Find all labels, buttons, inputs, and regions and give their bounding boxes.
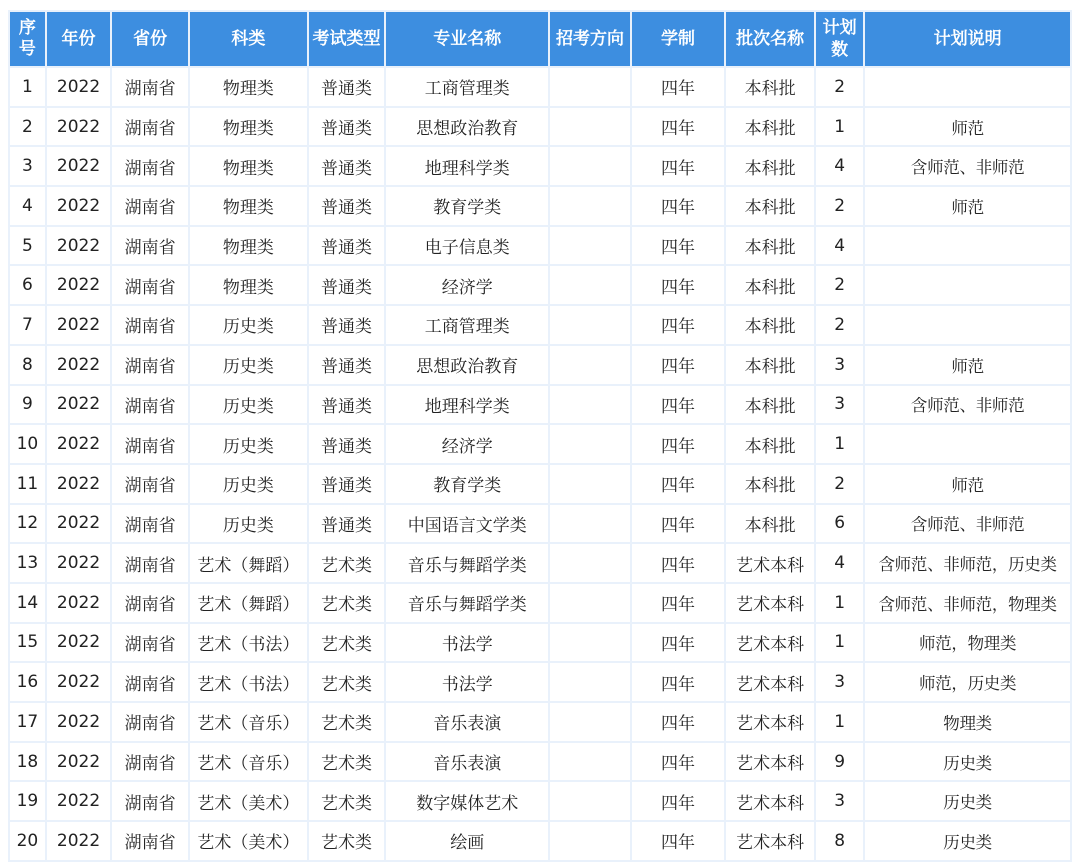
header-duration: 学制 xyxy=(632,12,724,66)
cell-province: 湖南省 xyxy=(112,386,188,424)
table-row xyxy=(10,108,1070,146)
cell-duration: 四年 xyxy=(632,147,724,185)
cell-year: 2022 xyxy=(47,68,110,106)
cell-direction xyxy=(550,822,630,860)
cell-batch: 艺术本科 xyxy=(726,822,814,860)
cell-duration: 四年 xyxy=(632,624,724,662)
cell-direction xyxy=(550,505,630,543)
cell-subject: 历史类 xyxy=(190,386,307,424)
cell-year: 2022 xyxy=(47,822,110,860)
header-plan-count: 计划 数 xyxy=(816,12,863,66)
cell-exam-type: 普通类 xyxy=(309,227,385,265)
cell-major: 绘画 xyxy=(386,822,548,860)
cell-plan-count: 2 xyxy=(816,306,863,344)
cell-year: 2022 xyxy=(47,743,110,781)
cell-plan-count: 3 xyxy=(816,346,863,384)
cell-year: 2022 xyxy=(47,187,110,225)
cell-province: 湖南省 xyxy=(112,306,188,344)
cell-direction xyxy=(550,584,630,622)
cell-batch: 本科批 xyxy=(726,147,814,185)
cell-batch: 艺术本科 xyxy=(726,584,814,622)
cell-subject: 历史类 xyxy=(190,306,307,344)
cell-major: 思想政治教育 xyxy=(386,346,548,384)
cell-index: 1 xyxy=(10,68,45,106)
cell-index: 12 xyxy=(10,505,45,543)
cell-direction xyxy=(550,386,630,424)
cell-duration: 四年 xyxy=(632,505,724,543)
cell-major: 书法学 xyxy=(386,624,548,662)
cell-subject: 艺术（美术） xyxy=(190,782,307,820)
cell-exam-type: 普通类 xyxy=(309,68,385,106)
cell-subject: 物理类 xyxy=(190,266,307,304)
table-row xyxy=(10,187,1070,225)
cell-year: 2022 xyxy=(47,584,110,622)
cell-exam-type: 艺术类 xyxy=(309,743,385,781)
cell-province: 湖南省 xyxy=(112,147,188,185)
cell-province: 湖南省 xyxy=(112,505,188,543)
cell-major: 数字媒体艺术 xyxy=(386,782,548,820)
cell-major: 教育学类 xyxy=(386,465,548,503)
table-row xyxy=(10,663,1070,701)
cell-year: 2022 xyxy=(47,108,110,146)
cell-plan-note: 含师范、非师范 xyxy=(865,147,1070,185)
cell-major: 音乐与舞蹈学类 xyxy=(386,584,548,622)
cell-major: 工商管理类 xyxy=(386,68,548,106)
cell-index: 4 xyxy=(10,187,45,225)
cell-direction xyxy=(550,743,630,781)
cell-plan-note: 历史类 xyxy=(865,782,1070,820)
cell-year: 2022 xyxy=(47,306,110,344)
cell-province: 湖南省 xyxy=(112,346,188,384)
cell-batch: 艺术本科 xyxy=(726,624,814,662)
cell-index: 6 xyxy=(10,266,45,304)
cell-batch: 本科批 xyxy=(726,386,814,424)
cell-exam-type: 艺术类 xyxy=(309,624,385,662)
cell-province: 湖南省 xyxy=(112,663,188,701)
cell-index: 19 xyxy=(10,782,45,820)
cell-duration: 四年 xyxy=(632,544,724,582)
cell-plan-note: 含师范、非师范，历史类 xyxy=(865,544,1070,582)
cell-plan-count: 4 xyxy=(816,227,863,265)
cell-year: 2022 xyxy=(47,425,110,463)
table-row xyxy=(10,386,1070,424)
cell-plan-note: 历史类 xyxy=(865,743,1070,781)
cell-subject: 艺术（舞蹈） xyxy=(190,584,307,622)
cell-index: 3 xyxy=(10,147,45,185)
cell-index: 9 xyxy=(10,386,45,424)
cell-province: 湖南省 xyxy=(112,584,188,622)
cell-duration: 四年 xyxy=(632,822,724,860)
cell-index: 11 xyxy=(10,465,45,503)
cell-exam-type: 艺术类 xyxy=(309,822,385,860)
table-row xyxy=(10,147,1070,185)
cell-direction xyxy=(550,68,630,106)
header-major: 专业名称 xyxy=(386,12,548,66)
cell-subject: 艺术（美术） xyxy=(190,822,307,860)
cell-plan-note: 师范 xyxy=(865,108,1070,146)
cell-duration: 四年 xyxy=(632,465,724,503)
cell-plan-note: 含师范、非师范 xyxy=(865,505,1070,543)
cell-plan-count: 3 xyxy=(816,663,863,701)
cell-batch: 本科批 xyxy=(726,68,814,106)
cell-duration: 四年 xyxy=(632,227,724,265)
cell-major: 电子信息类 xyxy=(386,227,548,265)
cell-major: 中国语言文学类 xyxy=(386,505,548,543)
cell-plan-count: 1 xyxy=(816,624,863,662)
header-plan-note: 计划说明 xyxy=(865,12,1070,66)
header-province: 省份 xyxy=(112,12,188,66)
cell-major: 地理科学类 xyxy=(386,386,548,424)
cell-batch: 艺术本科 xyxy=(726,663,814,701)
cell-plan-note xyxy=(865,266,1070,304)
cell-exam-type: 艺术类 xyxy=(309,544,385,582)
cell-duration: 四年 xyxy=(632,703,724,741)
cell-exam-type: 艺术类 xyxy=(309,703,385,741)
cell-province: 湖南省 xyxy=(112,465,188,503)
cell-province: 湖南省 xyxy=(112,743,188,781)
cell-major: 经济学 xyxy=(386,266,548,304)
table-row xyxy=(10,306,1070,344)
cell-plan-count: 4 xyxy=(816,147,863,185)
cell-province: 湖南省 xyxy=(112,108,188,146)
cell-index: 15 xyxy=(10,624,45,662)
cell-subject: 历史类 xyxy=(190,425,307,463)
admission-plan-table-container xyxy=(8,10,1072,862)
cell-year: 2022 xyxy=(47,624,110,662)
header-year: 年份 xyxy=(47,12,110,66)
cell-subject: 艺术（音乐） xyxy=(190,703,307,741)
cell-direction xyxy=(550,425,630,463)
cell-duration: 四年 xyxy=(632,425,724,463)
cell-plan-note: 历史类 xyxy=(865,822,1070,860)
cell-plan-count: 2 xyxy=(816,266,863,304)
cell-year: 2022 xyxy=(47,465,110,503)
cell-plan-count: 8 xyxy=(816,822,863,860)
cell-province: 湖南省 xyxy=(112,227,188,265)
cell-index: 17 xyxy=(10,703,45,741)
table-header-row xyxy=(10,12,1070,66)
cell-batch: 艺术本科 xyxy=(726,782,814,820)
cell-subject: 历史类 xyxy=(190,346,307,384)
cell-year: 2022 xyxy=(47,505,110,543)
cell-plan-count: 1 xyxy=(816,425,863,463)
cell-duration: 四年 xyxy=(632,187,724,225)
cell-major: 书法学 xyxy=(386,663,548,701)
cell-direction xyxy=(550,346,630,384)
cell-exam-type: 普通类 xyxy=(309,346,385,384)
cell-exam-type: 普通类 xyxy=(309,386,385,424)
cell-index: 18 xyxy=(10,743,45,781)
cell-index: 5 xyxy=(10,227,45,265)
cell-plan-count: 4 xyxy=(816,544,863,582)
cell-index: 2 xyxy=(10,108,45,146)
table-row xyxy=(10,624,1070,662)
cell-major: 思想政治教育 xyxy=(386,108,548,146)
cell-direction xyxy=(550,187,630,225)
cell-duration: 四年 xyxy=(632,782,724,820)
cell-batch: 本科批 xyxy=(726,187,814,225)
cell-duration: 四年 xyxy=(632,68,724,106)
cell-province: 湖南省 xyxy=(112,624,188,662)
cell-batch: 艺术本科 xyxy=(726,544,814,582)
cell-year: 2022 xyxy=(47,266,110,304)
cell-batch: 本科批 xyxy=(726,266,814,304)
cell-duration: 四年 xyxy=(632,663,724,701)
cell-plan-note xyxy=(865,227,1070,265)
cell-subject: 艺术（书法） xyxy=(190,624,307,662)
cell-plan-note xyxy=(865,425,1070,463)
cell-major: 经济学 xyxy=(386,425,548,463)
cell-province: 湖南省 xyxy=(112,187,188,225)
cell-exam-type: 普通类 xyxy=(309,505,385,543)
cell-duration: 四年 xyxy=(632,346,724,384)
header-index: 序 号 xyxy=(10,12,45,66)
cell-plan-note: 物理类 xyxy=(865,703,1070,741)
cell-subject: 艺术（音乐） xyxy=(190,743,307,781)
table-row xyxy=(10,68,1070,106)
cell-batch: 本科批 xyxy=(726,346,814,384)
cell-subject: 历史类 xyxy=(190,505,307,543)
header-subject: 科类 xyxy=(190,12,307,66)
cell-exam-type: 普通类 xyxy=(309,187,385,225)
cell-subject: 物理类 xyxy=(190,68,307,106)
cell-batch: 本科批 xyxy=(726,505,814,543)
cell-batch: 本科批 xyxy=(726,227,814,265)
cell-major: 地理科学类 xyxy=(386,147,548,185)
cell-index: 10 xyxy=(10,425,45,463)
cell-year: 2022 xyxy=(47,147,110,185)
cell-plan-note: 师范 xyxy=(865,187,1070,225)
cell-direction xyxy=(550,544,630,582)
cell-year: 2022 xyxy=(47,544,110,582)
table-body xyxy=(10,68,1070,860)
cell-exam-type: 普通类 xyxy=(309,306,385,344)
cell-duration: 四年 xyxy=(632,386,724,424)
cell-direction xyxy=(550,306,630,344)
cell-plan-count: 2 xyxy=(816,465,863,503)
cell-plan-note: 师范 xyxy=(865,465,1070,503)
cell-plan-count: 1 xyxy=(816,584,863,622)
cell-plan-note xyxy=(865,306,1070,344)
cell-plan-note xyxy=(865,68,1070,106)
cell-duration: 四年 xyxy=(632,108,724,146)
cell-index: 16 xyxy=(10,663,45,701)
cell-direction xyxy=(550,465,630,503)
cell-batch: 本科批 xyxy=(726,465,814,503)
cell-exam-type: 普通类 xyxy=(309,147,385,185)
table-row xyxy=(10,266,1070,304)
cell-exam-type: 艺术类 xyxy=(309,782,385,820)
cell-direction xyxy=(550,227,630,265)
cell-batch: 艺术本科 xyxy=(726,743,814,781)
cell-index: 13 xyxy=(10,544,45,582)
cell-subject: 物理类 xyxy=(190,108,307,146)
cell-major: 音乐表演 xyxy=(386,743,548,781)
cell-batch: 艺术本科 xyxy=(726,703,814,741)
header-direction: 招考方向 xyxy=(550,12,630,66)
cell-province: 湖南省 xyxy=(112,266,188,304)
table-row xyxy=(10,465,1070,503)
cell-year: 2022 xyxy=(47,386,110,424)
cell-plan-count: 1 xyxy=(816,703,863,741)
cell-batch: 本科批 xyxy=(726,306,814,344)
table-row xyxy=(10,505,1070,543)
table-row xyxy=(10,544,1070,582)
cell-plan-note: 师范 xyxy=(865,346,1070,384)
table-row xyxy=(10,227,1070,265)
cell-index: 7 xyxy=(10,306,45,344)
cell-direction xyxy=(550,663,630,701)
header-batch: 批次名称 xyxy=(726,12,814,66)
cell-province: 湖南省 xyxy=(112,782,188,820)
cell-exam-type: 艺术类 xyxy=(309,663,385,701)
cell-exam-type: 普通类 xyxy=(309,108,385,146)
cell-plan-note: 含师范、非师范 xyxy=(865,386,1070,424)
cell-major: 教育学类 xyxy=(386,187,548,225)
cell-direction xyxy=(550,624,630,662)
cell-subject: 物理类 xyxy=(190,147,307,185)
cell-direction xyxy=(550,108,630,146)
table-row xyxy=(10,822,1070,860)
cell-plan-count: 6 xyxy=(816,505,863,543)
cell-plan-count: 3 xyxy=(816,386,863,424)
cell-year: 2022 xyxy=(47,227,110,265)
table-row xyxy=(10,346,1070,384)
cell-major: 音乐表演 xyxy=(386,703,548,741)
cell-plan-count: 2 xyxy=(816,68,863,106)
cell-subject: 物理类 xyxy=(190,187,307,225)
cell-plan-count: 1 xyxy=(816,108,863,146)
cell-subject: 艺术（舞蹈） xyxy=(190,544,307,582)
cell-exam-type: 普通类 xyxy=(309,266,385,304)
cell-batch: 本科批 xyxy=(726,108,814,146)
header-exam-type: 考试类型 xyxy=(309,12,385,66)
table-row xyxy=(10,743,1070,781)
cell-subject: 物理类 xyxy=(190,227,307,265)
cell-subject: 艺术（书法） xyxy=(190,663,307,701)
cell-year: 2022 xyxy=(47,703,110,741)
cell-duration: 四年 xyxy=(632,584,724,622)
cell-plan-note: 含师范、非师范，物理类 xyxy=(865,584,1070,622)
cell-direction xyxy=(550,266,630,304)
cell-index: 14 xyxy=(10,584,45,622)
cell-major: 音乐与舞蹈学类 xyxy=(386,544,548,582)
cell-province: 湖南省 xyxy=(112,703,188,741)
cell-index: 8 xyxy=(10,346,45,384)
table-row xyxy=(10,425,1070,463)
cell-province: 湖南省 xyxy=(112,822,188,860)
table-row xyxy=(10,703,1070,741)
cell-year: 2022 xyxy=(47,782,110,820)
cell-province: 湖南省 xyxy=(112,544,188,582)
cell-duration: 四年 xyxy=(632,306,724,344)
cell-plan-count: 3 xyxy=(816,782,863,820)
cell-plan-note: 师范，历史类 xyxy=(865,663,1070,701)
cell-duration: 四年 xyxy=(632,266,724,304)
table-row xyxy=(10,584,1070,622)
cell-major: 工商管理类 xyxy=(386,306,548,344)
cell-plan-note: 师范，物理类 xyxy=(865,624,1070,662)
table-row xyxy=(10,782,1070,820)
cell-exam-type: 普通类 xyxy=(309,425,385,463)
cell-direction xyxy=(550,782,630,820)
cell-duration: 四年 xyxy=(632,743,724,781)
cell-year: 2022 xyxy=(47,346,110,384)
cell-direction xyxy=(550,703,630,741)
admission-plan-table xyxy=(8,10,1072,862)
cell-province: 湖南省 xyxy=(112,68,188,106)
cell-plan-count: 9 xyxy=(816,743,863,781)
cell-province: 湖南省 xyxy=(112,425,188,463)
cell-year: 2022 xyxy=(47,663,110,701)
cell-direction xyxy=(550,147,630,185)
cell-exam-type: 艺术类 xyxy=(309,584,385,622)
cell-exam-type: 普通类 xyxy=(309,465,385,503)
cell-subject: 历史类 xyxy=(190,465,307,503)
cell-index: 20 xyxy=(10,822,45,860)
cell-plan-count: 2 xyxy=(816,187,863,225)
cell-batch: 本科批 xyxy=(726,425,814,463)
